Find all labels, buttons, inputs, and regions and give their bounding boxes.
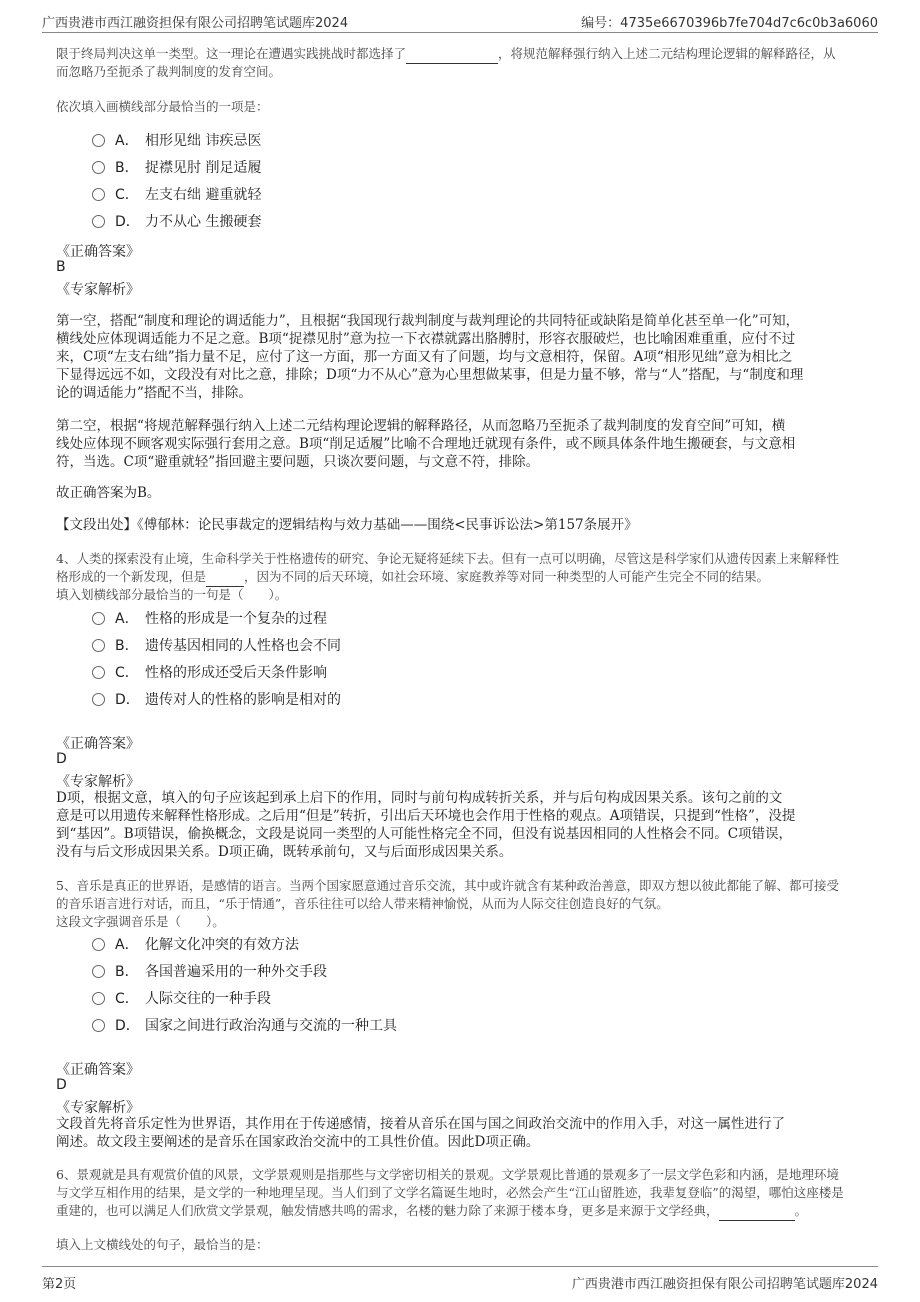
q3-option-a[interactable]: A． 相形见绌 讳疾忌医 <box>92 130 261 152</box>
q3-option-c[interactable]: C． 左支右绌 避重就轻 <box>92 184 261 206</box>
q4-option-b[interactable]: B． 遗传基因相同的人性格也会不同 <box>92 635 341 657</box>
q3-answer: B <box>56 259 66 275</box>
q5-prompt: 这段文字强调音乐是（ ）。 <box>56 914 225 929</box>
radio-icon[interactable] <box>92 938 105 951</box>
q6-stem-line2: 与文学互相作用的结果，是文学的一种地理呈现。当人们到了文学名篇诞生地时，必然会产生“江山留胜迹，我辈复登临”的渴望，哪怕这座楼是 <box>56 1185 844 1200</box>
q3-analysis-p2-line3: 符，当选。C项“避重就轻”指回避主要问题，只谈次要问题，与文意不符，排除。 <box>56 454 540 470</box>
q3-intro-line2: 而忽略乃至扼杀了裁判制度的发育空间。 <box>56 64 282 79</box>
radio-icon[interactable] <box>92 965 105 978</box>
q4-prompt: 填入划横线部分最恰当的一句是（ ）。 <box>56 587 288 602</box>
q5-option-d[interactable]: D． 国家之间进行政治沟通与交流的一种工具 <box>92 1015 397 1037</box>
q4-analysis-line4: 没有与后文形成因果关系。D项正确，既转承前句，又与后面形成因果关系。 <box>56 844 513 860</box>
q4-option-d[interactable]: D． 遗传对人的性格的影响是相对的 <box>92 689 341 711</box>
q5-analysis-line2: 阐述。故文段主要阐述的是音乐在国家政治交流中的工具性价值。因此D项正确。 <box>56 1134 540 1150</box>
radio-icon[interactable] <box>92 639 105 652</box>
q4-answer-label: 《正确答案》 <box>56 736 140 752</box>
q5-option-a[interactable]: A． 化解文化冲突的有效方法 <box>92 934 299 956</box>
q3-analysis-p1-line3: 来，C项“左支右绌”指力量不足，应付了这一方面，那一方面又有了问题，均与文意相符，保留。A项“相形见绌”意为相比之 <box>56 349 793 365</box>
q3-intro-line1: 限于终局判决这单一类型。这一理论在遭遇实践挑战时都选择了 ，将规范解释强行纳入上述二元结构理论逻辑的解释路径，从 <box>56 45 866 64</box>
q5-answer: D <box>56 1077 67 1093</box>
radio-icon[interactable] <box>92 134 105 147</box>
q5-stem-line2: 的音乐语言进行对话，而且，“乐于情通”，音乐往往可以给人带来精神愉悦，从而为人际交往创造良好的气氛。 <box>56 896 669 911</box>
q4-analysis-line2: 意是可以用遗传来解释性格形成。之后用“但是”转折，引出后天环境也会作用于性格的观点。A项错误，只提到“性格”，没提 <box>56 808 796 824</box>
q4-analysis-label: 《专家解析》 <box>56 774 140 790</box>
q3-source: 【文段出处】《傅郁林：论民事裁定的逻辑结构与效力基础——围绕<民事诉讼法>第157条展开》 <box>56 517 638 533</box>
q5-analysis-line1: 文段首先将音乐定性为世界语，其作用在于传递感情，接着从音乐在国与国之间政治交流中的作用入手，对这一属性进行了 <box>56 1116 785 1132</box>
q5-answer-label: 《正确答案》 <box>56 1062 140 1078</box>
radio-icon[interactable] <box>92 612 105 625</box>
q6-stem-line1: 6、景观就是具有观赏价值的风景，文学景观则是指那些与文学密切相关的景观。文学景观比普通的景观多了一层文学色彩和内涵，是地理环境 <box>56 1167 839 1182</box>
radio-icon[interactable] <box>92 1019 105 1032</box>
q4-answer: D <box>56 751 67 767</box>
header-doc-id: 编号：4735e6670396b7fe704d7c6c0b3a6060 <box>581 16 878 31</box>
q5-stem-line1: 5、音乐是真正的世界语，是感情的语言。当两个国家愿意通过音乐交流，其中或许就含有某种政治善意，即双方想以彼此都能了解、都可接受 <box>56 878 839 893</box>
q3-option-b[interactable]: B． 捉襟见肘 削足适履 <box>92 157 261 179</box>
q3-option-d[interactable]: D． 力不从心 生搬硬套 <box>92 211 261 233</box>
q4-stem-line2: 格形成的一个新发现，但是 ，因为不同的后天环境，如社会环境、家庭教养等对同一种类型的人可能产生完全不同的结果。 <box>56 568 866 587</box>
q3-analysis-p1-line1: 第一空，搭配“制度和理论的调适能力”，且根据“我国现行裁判制度与裁判理论的共同特征或缺陷是简单化甚至单一化”可知， <box>56 313 800 329</box>
q3-conclusion: 故正确答案为B。 <box>56 485 161 501</box>
q6-blank <box>719 1202 795 1221</box>
q3-analysis-p2-line1: 第二空，根据“将规范解释强行纳入上述二元结构理论逻辑的解释路径，从而忽略乃至扼杀了裁判制度的发育空间”可知，横 <box>56 418 786 434</box>
q3-analysis-p1-line2: 横线处应体现调适能力不足之意。B项“捉襟见肘”意为拉一下衣襟就露出胳膊肘，形容衣服破烂，也比喻困难重重，应付不过 <box>56 331 796 347</box>
page-number: 第2页 <box>42 1277 77 1292</box>
q3-analysis-p1-line5: 论的调适能力”搭配不当，排除。 <box>56 385 252 401</box>
radio-icon[interactable] <box>92 666 105 679</box>
q4-option-a[interactable]: A． 性格的形成是一个复杂的过程 <box>92 608 327 630</box>
q6-prompt: 填入上文横线处的句子，最恰当的是： <box>56 1237 269 1252</box>
q5-option-c[interactable]: C． 人际交往的一种手段 <box>92 988 271 1010</box>
q4-analysis-line3: 到“基因”。B项错误，偷换概念，文段是说同一类型的人可能性格完全不同，但没有说基因相同的人性格会不同。C项错误， <box>56 826 793 842</box>
radio-icon[interactable] <box>92 161 105 174</box>
radio-icon[interactable] <box>92 992 105 1005</box>
radio-icon[interactable] <box>92 693 105 706</box>
q3-blank <box>406 45 498 64</box>
q3-prompt: 依次填入画横线部分最恰当的一项是： <box>56 99 269 114</box>
q6-stem-line3: 重建的，也可以满足人们欣赏文学景观，触发情感共鸣的需求，名楼的魅力除了来源于楼本身，更多是来源于文学经典， 。 <box>56 1202 866 1221</box>
q3-analysis-p2-line2: 线处应体现不顾客观实际强行套用之意。B项“削足适履”比喻不合理地迁就现有条件，或不顾具体条件地生搬硬套，与文意相 <box>56 436 796 452</box>
radio-icon[interactable] <box>92 188 105 201</box>
q3-analysis-label: 《专家解析》 <box>56 282 140 298</box>
q5-analysis-label: 《专家解析》 <box>56 1100 140 1116</box>
header-title: 广西贵港市西江融资担保有限公司招聘笔试题库2024 <box>42 16 349 31</box>
page-header <box>42 10 878 33</box>
q5-option-b[interactable]: B． 各国普遍采用的一种外交手段 <box>92 961 327 983</box>
q4-stem-line1: 4、人类的探索没有止境，生命科学关于性格遗传的研究、争论无疑将延续下去。但有一点可以明确，尽管这是科学家们从遗传因素上来解释性 <box>56 551 839 566</box>
q4-analysis-line1: D项，根据文意，填入的句子应该起到承上启下的作用，同时与前句构成转折关系，并与后句构成因果关系。该句之前的文 <box>56 790 783 806</box>
q4-blank <box>206 568 244 587</box>
q3-analysis-p1-line4: 下显得远远不如，文段没有对比之意，排除；D项“力不从心”意为心里想做某事，但是力量不够，常与“人”搭配，与“制度和理 <box>56 367 804 383</box>
radio-icon[interactable] <box>92 215 105 228</box>
page-footer <box>42 1266 878 1295</box>
q4-option-c[interactable]: C． 性格的形成还受后天条件影响 <box>92 662 327 684</box>
q3-answer-label: 《正确答案》 <box>56 244 140 260</box>
footer-title: 广西贵港市西江融资担保有限公司招聘笔试题库2024 <box>571 1277 878 1292</box>
